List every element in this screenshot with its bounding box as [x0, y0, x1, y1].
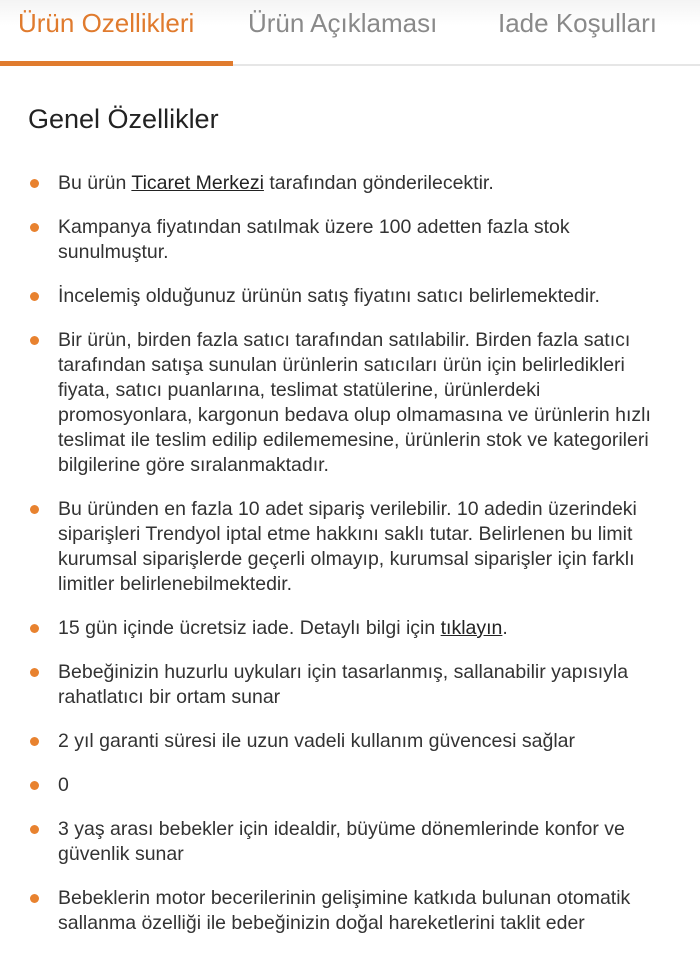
list-item [58, 729, 660, 754]
tab-return-conditions[interactable]: Iade Koşulları [498, 8, 657, 38]
list-item [58, 886, 660, 936]
list-item [58, 171, 660, 196]
tab-product-features[interactable]: Ürün Ozellikleri [18, 8, 195, 38]
bullet-icon [30, 292, 39, 301]
bullet-icon [30, 894, 39, 903]
bullet-icon [30, 737, 39, 746]
active-tab-indicator [0, 61, 233, 66]
bullet-icon [30, 336, 39, 345]
item-text: Bu ürün [58, 172, 132, 194]
item-text: tarafından gönderilecektir. [263, 172, 494, 194]
item-text: . [502, 617, 508, 639]
item-text: İncelemiş olduğunuz ürünün satış fiyatını satıcı belirlemektedir. [58, 285, 600, 307]
item-text: Bir ürün, birden fazla satıcı tarafından satılabilir. Birden fazla satıcı tarafından satışa sunulan ürünlerin satıcıları ürün için belirledikleri fiyata, satıcı puanlarına, teslimat statülerine, ürünlerdeki promosyonlara, kargonun bedava olup olmamasına ve ürünlerin hızlı teslimat ile teslim edilip edilememesine, ürünlerin stok ve kategorileri bilgilerine göre sıralanmaktadır. [58, 329, 651, 476]
list-item [58, 773, 660, 798]
list-item [58, 497, 660, 597]
list-item [58, 215, 660, 265]
item-text: Bu üründen en fazla 10 adet sipariş verilebilir. 10 adedin üzerindeki siparişleri Trendyol iptal etme hakkını saklı tutar. Belirlenen bu limit kurumsal siparişlerde geçerli olmayıp, kurumsal siparişler için farklı limitler belirlenebilmektedir. [58, 498, 637, 595]
bullet-icon [30, 505, 39, 514]
item-text: 2 yıl garanti süresi ile uzun vadeli kullanım güvencesi sağlar [58, 730, 576, 752]
bullet-icon [30, 624, 39, 633]
item-text: 0 [58, 774, 69, 796]
bullet-icon [30, 179, 39, 188]
item-text: Bebeklerin motor becerilerinin gelişimine katkıda bulunan otomatik sallanma özelliği ile bebeğinizin doğal hareketlerini taklit eder [58, 887, 631, 934]
bullet-icon [30, 223, 39, 232]
item-text: 15 gün içinde ücretsiz iade. Detaylı bilgi için [58, 617, 441, 639]
bullet-icon [30, 825, 39, 834]
list-item [58, 817, 660, 867]
item-link[interactable]: tıklayın [440, 617, 503, 639]
item-text: Bebeğinizin huzurlu uykuları için tasarlanmış, sallanabilir yapısıyla rahatlatıcı bir ortam sunar [58, 661, 629, 708]
item-text: 3 yaş arası bebekler için idealdir, büyüme dönemlerinde konfor ve güvenlik sunar [58, 818, 625, 865]
item-link[interactable]: Ticaret Merkezi [131, 172, 264, 194]
list-item [58, 616, 660, 641]
tab-bar [0, 0, 700, 66]
tab-product-description[interactable]: Ürün Açıklaması [248, 8, 438, 38]
features-list [0, 171, 700, 936]
item-text: Kampanya fiyatından satılmak üzere 100 adetten fazla stok sunulmuştur. [58, 216, 570, 263]
section-title: Genel Özellikler [28, 104, 219, 134]
list-item [58, 328, 660, 478]
bullet-icon [30, 668, 39, 677]
bullet-icon [30, 781, 39, 790]
list-item [58, 660, 660, 710]
list-item [58, 284, 660, 309]
